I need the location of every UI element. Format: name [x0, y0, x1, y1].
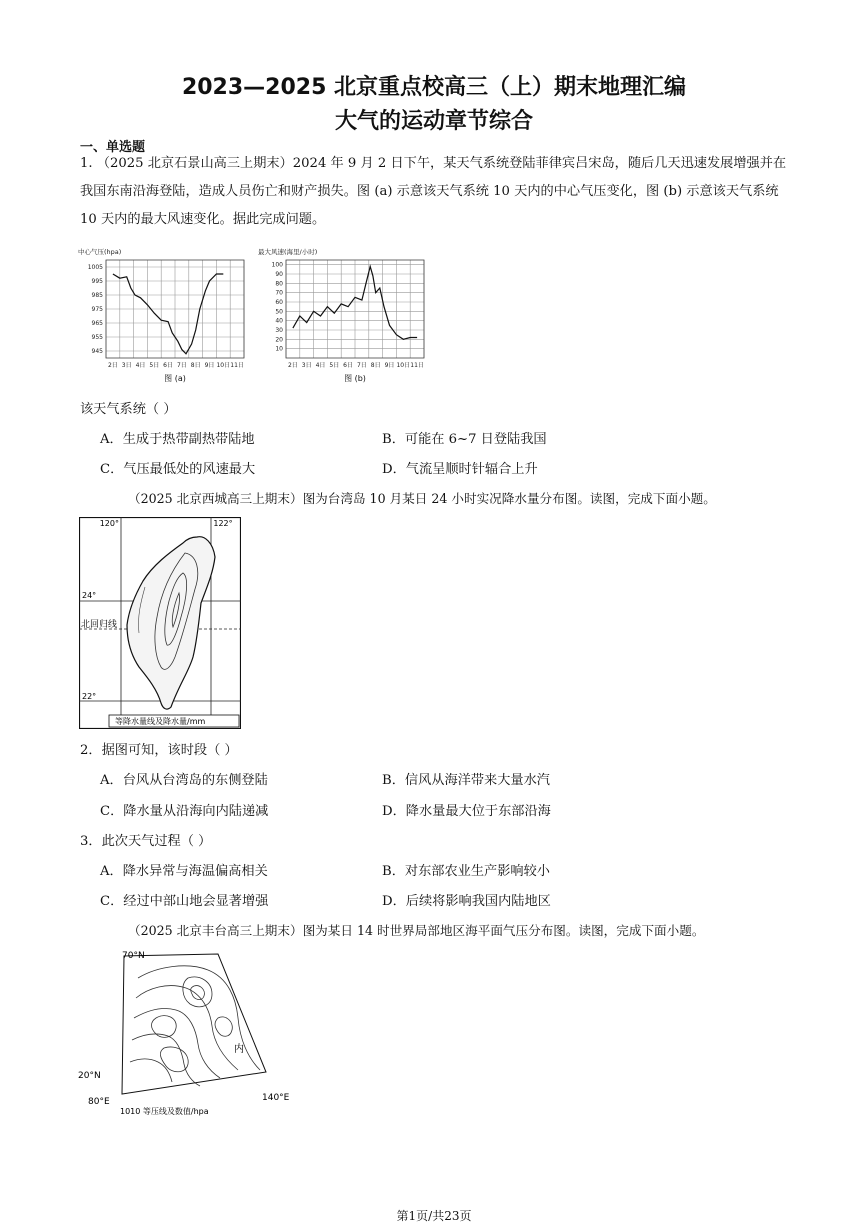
chart-b-x-tick-label: 4日: [315, 362, 326, 369]
chart-b-y-tick-label: 20: [275, 336, 283, 344]
chart-b-x-tick-label: 3日: [301, 362, 312, 369]
chart-a-x-tick-label: 8日: [190, 362, 201, 369]
lon-80e-label: 80°E: [88, 1097, 110, 1107]
q3-option-a[interactable]: A．降水异常与海温偏高相关: [100, 864, 268, 879]
chart-b-y-tick-label: 70: [275, 289, 283, 297]
q1-option-b[interactable]: B．可能在 6~7 日登陆我国: [382, 432, 547, 447]
chart-b-caption: 图 (b): [344, 374, 366, 383]
lat-22-label: 22°: [82, 692, 97, 701]
question-2-stem: 2．据图可知，该时段（ ）: [80, 743, 238, 758]
tropic-of-cancer-label: 北回归线: [81, 620, 118, 630]
chart-b-x-tick-label: 2日: [287, 362, 298, 369]
chart-a-y-tick-label: 945: [91, 348, 103, 355]
chart-a-y-tick-label: 995: [91, 278, 103, 285]
chart-a-x-tick-label: 6日: [163, 362, 174, 369]
q3-option-b[interactable]: B．对东部农业生产影响较小: [382, 864, 550, 879]
chart-b-y-tick-label: 100: [271, 261, 283, 269]
map-legend: 等降水量线及降水量/mm: [115, 717, 206, 726]
chart-a-y-tick-label: 985: [91, 292, 103, 299]
q2-option-a[interactable]: A．台风从台湾岛的东侧登陆: [100, 773, 268, 788]
q1-option-a[interactable]: A．生成于热带副热带陆地: [100, 432, 255, 447]
question-1-text: 1. （2025 北京石景山高三上期末）2024 年 9 月 2 日下午，某天气系统登陆菲律宾吕宋岛，随后几天迅速发展增强并在我国东南沿海登陆，造成人员伤亡和财产损失。图 (a) 示意该天气系统 10 天内的中心气压变化，图 (b) 示意该天气系统 10 天内的最大风速变化。据此完成问题。: [80, 156, 787, 227]
q1-option-d[interactable]: D．气流呈顺时针辐合上升: [382, 462, 538, 477]
chart-a-x-tick-label: 10日: [216, 362, 231, 369]
chart-a-y-tick-label: 1005: [87, 264, 103, 271]
document-subtitle: 大气的运动章节综合: [334, 109, 533, 134]
q2-option-d[interactable]: D．降水量最大位于东部沿海: [382, 804, 551, 819]
chart-b-y-tick-label: 90: [275, 271, 283, 278]
pressure-map-legend: 1010 等压线及数值/hpa: [120, 1107, 209, 1116]
chart-b-x-tick-label: 7日: [356, 362, 367, 369]
chart-b-x-tick-label: 9日: [384, 362, 395, 369]
q2-option-c[interactable]: C．降水量从沿海向内陆递减: [100, 804, 269, 819]
chart-b-y-tick-label: 30: [275, 327, 283, 334]
chart-a-x-tick-label: 4日: [135, 362, 146, 369]
chart-b-y-tick-label: 80: [275, 280, 283, 288]
chart-a-central-pressure: [78, 246, 258, 386]
chart-b-x-tick-label: 6日: [343, 362, 354, 369]
chart-b-y-axis-label: 最大风速(海里/小时): [258, 248, 318, 256]
lat-20n-label: 20°N: [78, 1071, 101, 1081]
document-title: 2023—2025 北京重点校高三（上）期末地理汇编: [181, 75, 687, 100]
q2-option-b[interactable]: B．信风从海洋带来大量水汽: [382, 773, 550, 788]
chart-a-y-tick-label: 955: [91, 334, 103, 341]
chart-b-y-tick-label: 60: [275, 299, 283, 306]
map-label-nei: 内: [234, 1044, 244, 1055]
lat-70n-label: 70°N: [122, 951, 145, 961]
chart-a-y-axis-label: 中心气压(hpa): [78, 248, 122, 256]
q1-option-c[interactable]: C．气压最低处的风速最大: [100, 462, 256, 477]
chart-a-caption: 图 (a): [164, 374, 186, 383]
question-1-stem: 该天气系统（ ）: [80, 402, 177, 417]
section-heading: 一、单选题: [80, 140, 146, 155]
chart-a-y-tick-label: 965: [91, 320, 103, 327]
chart-a-x-tick-label: 2日: [107, 362, 118, 369]
lon-122-label: 122°: [213, 519, 233, 528]
lat-24-label: 24°: [82, 591, 97, 600]
chart-b-x-tick-label: 8日: [370, 362, 381, 369]
chart-a-x-tick-label: 11日: [230, 362, 244, 369]
chart-b-x-tick-label: 11日: [410, 362, 424, 369]
chart-a-x-tick-label: 5日: [149, 362, 160, 369]
taiwan-precipitation-map: [79, 517, 241, 729]
chart-b-x-tick-label: 10日: [396, 362, 411, 369]
lon-140e-label: 140°E: [262, 1093, 290, 1103]
q3-option-c[interactable]: C．经过中部山地会显著增强: [100, 894, 269, 909]
chart-b-max-wind-speed: [258, 246, 440, 386]
chart-a-series-line: [113, 274, 223, 354]
chart-b-y-tick-label: 40: [275, 317, 283, 325]
chart-a-x-tick-label: 7日: [176, 362, 187, 369]
q3-option-d[interactable]: D．后续将影响我国内陆地区: [382, 894, 551, 909]
page-footer: 第1页/共23页: [396, 1209, 472, 1223]
chart-a-x-tick-label: 3日: [121, 362, 132, 369]
chart-a-x-tick-label: 9日: [204, 362, 215, 369]
intro-question-pressure: （2025 北京丰台高三上期末）图为某日 14 时世界局部地区海平面气压分布图。读图，完成下面小题。: [128, 923, 705, 938]
intro-question-2-3: （2025 北京西城高三上期末）图为台湾岛 10 月某日 24 小时实况降水量分布图。读图，完成下面小题。: [128, 491, 716, 506]
chart-b-x-tick-label: 5日: [329, 362, 340, 369]
chart-b-y-tick-label: 50: [275, 308, 283, 316]
question-3-stem: 3．此次天气过程（ ）: [80, 834, 212, 849]
chart-a-y-tick-label: 975: [91, 306, 103, 313]
sea-level-pressure-map: [78, 948, 294, 1116]
lon-120-label: 120°: [99, 519, 119, 528]
chart-b-y-tick-label: 10: [275, 345, 283, 353]
